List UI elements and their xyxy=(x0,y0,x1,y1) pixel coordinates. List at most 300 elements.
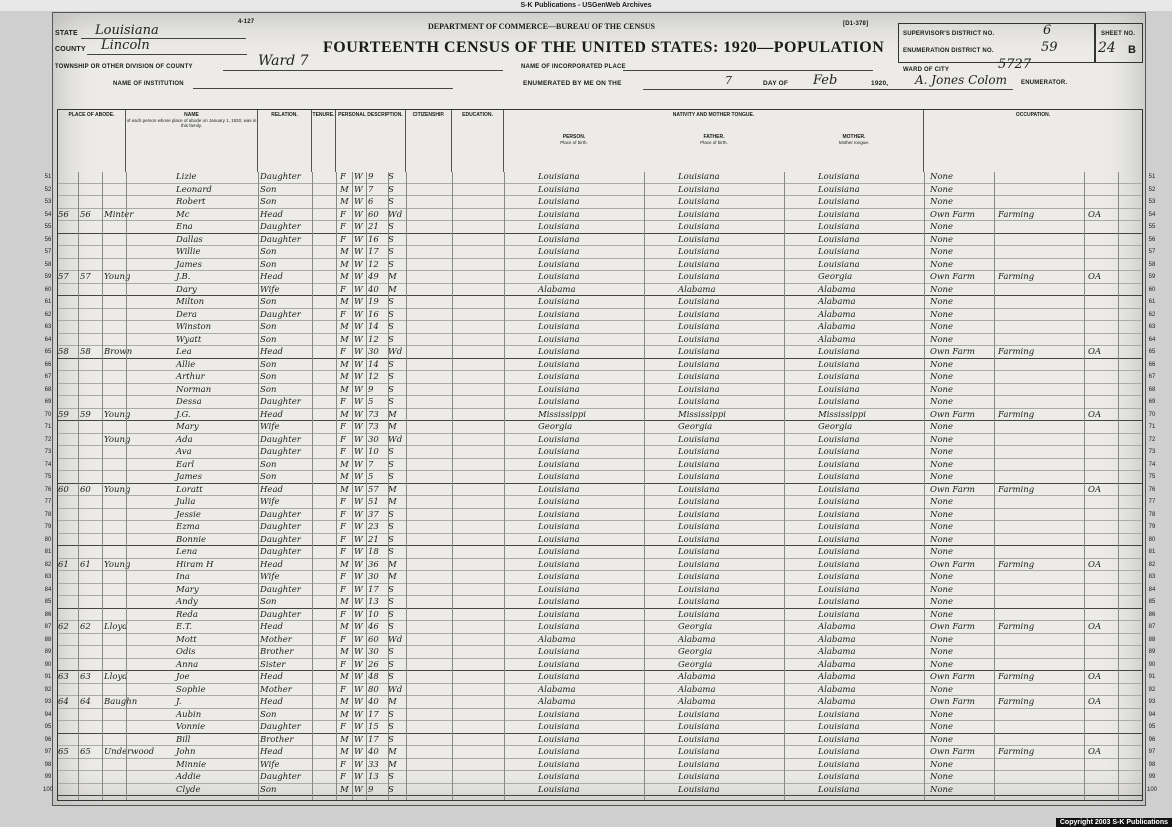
line-number: 96 xyxy=(1148,736,1156,743)
line-number: 51 xyxy=(1148,174,1156,180)
cell-age: 7 xyxy=(368,459,374,470)
table-row xyxy=(44,709,1156,722)
line-number: 71 xyxy=(1148,424,1156,430)
cell-occ: None xyxy=(930,772,954,782)
cell-age: 16 xyxy=(368,309,379,320)
cell-occ: None xyxy=(930,434,954,445)
table-row xyxy=(44,609,1156,622)
cell-age: 17 xyxy=(368,734,379,745)
cell-sex: M xyxy=(340,372,349,382)
cell-age: 33 xyxy=(368,759,379,770)
line-number: 76 xyxy=(1148,486,1156,493)
cell-dw xyxy=(58,710,78,721)
cell-race: W xyxy=(354,559,363,570)
cell-pob: Louisiana xyxy=(538,322,580,332)
cell-rel: Daughter xyxy=(260,172,301,182)
cell-fam: 59 xyxy=(80,409,91,420)
cell-given: Mary xyxy=(176,422,199,432)
cell-sur xyxy=(104,397,154,408)
line-number: 69 xyxy=(1148,399,1156,405)
cell-age: 80 xyxy=(368,684,379,695)
line-number: 91 xyxy=(1148,674,1156,680)
cell-cls: OA xyxy=(1088,622,1102,632)
cell-mpob: Louisiana xyxy=(818,547,860,557)
line-number: 60 xyxy=(44,286,52,293)
cell-pob: Louisiana xyxy=(538,584,580,595)
line-number: 52 xyxy=(44,186,52,193)
cell-dw xyxy=(58,322,78,333)
cell-fpob: Louisiana xyxy=(678,347,720,357)
district-box xyxy=(898,23,1095,63)
cell-ind xyxy=(998,197,1068,208)
cell-pob: Louisiana xyxy=(538,722,580,732)
cell-fpob: Louisiana xyxy=(678,572,720,582)
column-rule xyxy=(336,172,337,800)
cell-occ: None xyxy=(930,222,954,232)
cell-occ: None xyxy=(930,247,954,257)
line-number: 81 xyxy=(44,549,52,555)
cell-fpob: Louisiana xyxy=(678,497,720,507)
cell-fpob: Louisiana xyxy=(678,747,720,757)
cell-fpob: Louisiana xyxy=(678,484,720,495)
cell-mpob: Louisiana xyxy=(818,459,860,470)
cell-sur xyxy=(104,522,154,533)
cell-ms: S xyxy=(388,447,394,457)
cell-fpob: Georgia xyxy=(678,622,713,632)
cell-cls xyxy=(1088,335,1112,346)
cell-ms: S xyxy=(388,622,394,632)
cell-cls xyxy=(1088,772,1112,783)
cell-given: Wyatt xyxy=(176,334,202,345)
table-row xyxy=(44,559,1156,572)
cell-pob: Louisiana xyxy=(538,434,580,445)
cell-pob: Louisiana xyxy=(538,334,580,345)
cell-cls: OA xyxy=(1088,672,1102,682)
cell-rel: Son xyxy=(260,384,277,395)
column-rule xyxy=(388,172,389,800)
cell-ind: Farming xyxy=(998,672,1035,682)
line-number: 86 xyxy=(44,611,52,618)
cell-rel: Daughter xyxy=(260,722,301,732)
cell-fpob: Alabama xyxy=(678,634,716,645)
cell-age: 9 xyxy=(368,784,374,795)
table-row xyxy=(44,659,1156,672)
cell-pob: Louisiana xyxy=(538,709,580,720)
cell-ind xyxy=(998,535,1068,546)
cell-race: W xyxy=(354,322,363,332)
cell-cls xyxy=(1088,522,1112,533)
cell-rel: Son xyxy=(260,259,277,270)
cell-sex: M xyxy=(340,484,349,495)
cell-ms: S xyxy=(388,172,394,182)
line-number: 56 xyxy=(44,236,52,243)
cell-mpob: Louisiana xyxy=(818,734,860,745)
cell-cls xyxy=(1088,260,1112,271)
cell-sur xyxy=(104,647,154,658)
cell-fpob: Louisiana xyxy=(678,322,720,332)
cell-dw xyxy=(58,372,78,383)
line-number: 84 xyxy=(44,586,52,593)
cell-fpob: Louisiana xyxy=(678,547,720,557)
cell-dw xyxy=(58,285,78,296)
cell-race: W xyxy=(354,359,363,370)
cell-occ: None xyxy=(930,422,954,432)
cell-sex: F xyxy=(340,609,346,620)
table-row xyxy=(44,409,1156,422)
incorporated-place-label: NAME OF INCORPORATED PLACE xyxy=(521,64,626,70)
cell-cls xyxy=(1088,172,1112,183)
line-number: 83 xyxy=(44,574,52,580)
cell-given: Allie xyxy=(176,359,196,370)
cell-sex: M xyxy=(340,334,349,345)
cell-cls: OA xyxy=(1088,747,1102,757)
table-row xyxy=(44,434,1156,447)
cell-occ: None xyxy=(930,447,954,457)
cell-occ: None xyxy=(930,472,954,482)
cell-mpob: Louisiana xyxy=(818,172,860,182)
cell-sur xyxy=(104,510,154,521)
cell-sex: M xyxy=(340,184,349,195)
cell-cls xyxy=(1088,647,1112,658)
cell-fam xyxy=(80,172,100,183)
cell-pob: Louisiana xyxy=(538,259,580,270)
cell-mpob: Alabama xyxy=(818,334,856,345)
cell-sex: M xyxy=(340,734,349,745)
cell-sur: Baughn xyxy=(104,697,138,707)
cell-ind xyxy=(998,735,1068,746)
cell-race: W xyxy=(354,397,363,407)
cell-dw xyxy=(58,460,78,471)
cell-given: J.B. xyxy=(176,272,191,282)
col-education: EDUCATION. xyxy=(452,110,504,172)
cell-sex: F xyxy=(340,534,346,545)
line-number: 97 xyxy=(1148,749,1156,755)
enumerated-label: ENUMERATED BY ME ON THE xyxy=(523,80,622,87)
cell-pob: Louisiana xyxy=(538,472,580,482)
cell-age: 9 xyxy=(368,172,374,182)
cell-ind xyxy=(998,610,1068,621)
cell-fam xyxy=(80,760,100,771)
table-row xyxy=(44,484,1156,497)
cell-given: Willie xyxy=(176,247,201,257)
cell-age: 17 xyxy=(368,247,379,257)
cell-age: 13 xyxy=(368,597,379,607)
cell-age: 12 xyxy=(368,334,379,345)
cell-fam xyxy=(80,285,100,296)
page-title: FOURTEENTH CENSUS OF THE UNITED STATES: 1920—POPULATION xyxy=(323,39,885,56)
table-row xyxy=(44,522,1156,534)
sheet-label: SHEET NO. xyxy=(1101,31,1136,37)
cell-age: 73 xyxy=(368,422,379,432)
cell-dw xyxy=(58,310,78,321)
line-number: 99 xyxy=(1148,774,1156,780)
cell-occ: None xyxy=(930,384,954,395)
cell-age: 6 xyxy=(368,197,374,207)
line-number: 55 xyxy=(44,224,52,230)
line-number: 68 xyxy=(44,386,52,393)
cell-occ: Own Farm xyxy=(930,209,975,220)
cell-ind xyxy=(998,385,1068,396)
cell-occ: None xyxy=(930,334,954,345)
line-number: 58 xyxy=(44,261,52,268)
cell-rel: Son xyxy=(260,709,277,720)
cell-dw xyxy=(58,385,78,396)
cell-mpob: Louisiana xyxy=(818,609,860,620)
cell-mpob: Louisiana xyxy=(818,597,860,607)
cell-occ: None xyxy=(930,597,954,607)
line-number: 54 xyxy=(1148,211,1156,218)
cell-fam: 58 xyxy=(80,347,91,357)
cell-cls: OA xyxy=(1088,347,1102,357)
cell-rel: Brother xyxy=(260,647,294,657)
column-rule xyxy=(994,172,995,800)
line-number: 87 xyxy=(44,624,52,630)
cell-given: Dallas xyxy=(176,234,203,245)
day-of-label: DAY OF xyxy=(763,80,789,87)
cell-dw xyxy=(58,585,78,596)
cell-fam xyxy=(80,460,100,471)
line-number: 74 xyxy=(44,461,52,468)
cell-rel: Son xyxy=(260,297,277,307)
cell-occ: None xyxy=(930,372,954,382)
cell-fpob: Louisiana xyxy=(678,234,720,245)
cell-mpob: Louisiana xyxy=(818,347,860,357)
cell-rel: Daughter xyxy=(260,772,301,782)
column-rule xyxy=(452,172,453,800)
cell-mpob: Louisiana xyxy=(818,747,860,757)
cell-fam xyxy=(80,335,100,346)
cell-ms: S xyxy=(388,584,394,595)
cell-fam xyxy=(80,385,100,396)
cell-age: 15 xyxy=(368,722,379,732)
cell-age: 36 xyxy=(368,559,379,570)
cell-rel: Daughter xyxy=(260,434,301,445)
cell-mpob: Louisiana xyxy=(818,259,860,270)
cell-mpob: Mississippi xyxy=(818,409,866,420)
cell-sex: F xyxy=(340,447,346,457)
cell-sur xyxy=(104,285,154,296)
cell-ind xyxy=(998,360,1068,371)
enumerator-label: ENUMERATOR. xyxy=(1021,80,1068,86)
cell-given: Bonnie xyxy=(176,534,207,545)
cell-cls xyxy=(1088,447,1112,458)
cell-cls xyxy=(1088,547,1112,558)
cell-ind xyxy=(998,647,1068,658)
cell-ind xyxy=(998,522,1068,533)
cell-sex: F xyxy=(340,547,346,557)
line-number: 96 xyxy=(44,736,52,743)
table-row xyxy=(44,459,1156,472)
cell-dw xyxy=(58,447,78,458)
state-label: STATE xyxy=(55,30,78,37)
cell-sur xyxy=(104,235,154,246)
cell-cls xyxy=(1088,597,1112,608)
cell-sex: M xyxy=(340,322,349,332)
cell-ms: S xyxy=(388,709,394,720)
cell-rel: Head xyxy=(260,672,283,682)
cell-occ: Own Farm xyxy=(930,272,975,282)
cell-ind xyxy=(998,635,1068,646)
table-row xyxy=(44,622,1156,634)
cell-race: W xyxy=(354,247,363,257)
cell-mpob: Alabama xyxy=(818,684,856,695)
cell-mpob: Louisiana xyxy=(818,234,860,245)
cell-fam xyxy=(80,572,100,583)
cell-pob: Louisiana xyxy=(538,347,580,357)
cell-cls xyxy=(1088,185,1112,196)
cell-ms: M xyxy=(388,272,397,282)
cell-fam xyxy=(80,535,100,546)
table-row xyxy=(44,209,1156,222)
cell-occ: Own Farm xyxy=(930,347,975,357)
cell-given: Ada xyxy=(176,434,193,445)
column-rule xyxy=(102,172,103,800)
cell-age: 21 xyxy=(368,534,379,545)
line-number: 93 xyxy=(44,699,52,705)
cell-sex: M xyxy=(340,784,349,795)
cell-mpob: Louisiana xyxy=(818,509,860,520)
cell-occ: None xyxy=(930,734,954,745)
cell-sur xyxy=(104,760,154,771)
cell-pob: Louisiana xyxy=(538,659,580,670)
cell-sur xyxy=(104,497,154,508)
cell-race: W xyxy=(354,584,363,595)
cell-race: W xyxy=(354,297,363,307)
cell-mpob: Louisiana xyxy=(818,447,860,457)
cell-ind xyxy=(998,372,1068,383)
cell-race: W xyxy=(354,659,363,670)
cell-age: 40 xyxy=(368,747,379,757)
cell-mpob: Alabama xyxy=(818,322,856,332)
cell-occ: None xyxy=(930,459,954,470)
line-number: 90 xyxy=(1148,661,1156,668)
line-number: 68 xyxy=(1148,386,1156,393)
table-row xyxy=(44,422,1156,434)
line-number: 67 xyxy=(44,374,52,380)
table-row xyxy=(44,197,1156,209)
line-number: 64 xyxy=(1148,336,1156,343)
cell-fpob: Louisiana xyxy=(678,472,720,482)
cell-mpob: Louisiana xyxy=(818,484,860,495)
table-row xyxy=(44,397,1156,409)
col-occupation: OCCUPATION. xyxy=(1015,112,1051,118)
line-number: 100 xyxy=(42,786,53,793)
cell-pob: Alabama xyxy=(538,684,576,695)
cell-given: Joe xyxy=(176,672,190,682)
cell-occ: None xyxy=(930,297,954,307)
cell-age: 26 xyxy=(368,659,379,670)
cell-cls xyxy=(1088,310,1112,321)
cell-cls xyxy=(1088,585,1112,596)
cell-cls: OA xyxy=(1088,272,1102,282)
cell-ind xyxy=(998,547,1068,558)
cell-occ: None xyxy=(930,172,954,182)
cell-pob: Alabama xyxy=(538,697,576,707)
cell-sex: F xyxy=(340,722,346,732)
state-value: Louisiana xyxy=(95,23,159,38)
cell-ms: S xyxy=(388,772,394,782)
cell-fpob: Louisiana xyxy=(678,722,720,732)
cell-occ: Own Farm xyxy=(930,622,975,632)
cell-dw: 60 xyxy=(58,484,69,495)
cell-ind xyxy=(998,185,1068,196)
cell-rel: Daughter xyxy=(260,309,301,320)
cell-age: 60 xyxy=(368,209,379,220)
cell-fam xyxy=(80,197,100,208)
line-number: 95 xyxy=(1148,724,1156,730)
cell-rel: Daughter xyxy=(260,609,301,620)
cell-fpob: Louisiana xyxy=(678,397,720,407)
cell-sur xyxy=(104,685,154,696)
cell-given: Mc xyxy=(176,209,190,220)
cell-ms: M xyxy=(388,697,397,707)
cell-race: W xyxy=(354,459,363,470)
cell-sur xyxy=(104,185,154,196)
table-row xyxy=(44,322,1156,334)
cell-age: 10 xyxy=(368,447,379,457)
cell-rel: Brother xyxy=(260,734,294,745)
cell-race: W xyxy=(354,647,363,657)
cell-dw xyxy=(58,510,78,521)
table-row xyxy=(44,184,1156,197)
cell-fam xyxy=(80,447,100,458)
cell-sur xyxy=(104,310,154,321)
cell-given: Lizie xyxy=(176,172,197,182)
cell-ms: M xyxy=(388,759,397,770)
cell-sur xyxy=(104,472,154,483)
line-number: 65 xyxy=(44,349,52,355)
table-row xyxy=(44,684,1156,697)
table-row xyxy=(44,759,1156,772)
cell-cls xyxy=(1088,722,1112,733)
cell-dw xyxy=(58,172,78,183)
cell-pob: Louisiana xyxy=(538,447,580,457)
cell-given: Hiram H xyxy=(176,559,214,570)
cell-race: W xyxy=(354,684,363,695)
cell-occ: None xyxy=(930,309,954,320)
cell-dw xyxy=(58,785,78,796)
cell-race: W xyxy=(354,484,363,495)
cell-sex: F xyxy=(340,434,346,445)
cell-fpob: Louisiana xyxy=(678,384,720,395)
cell-rel: Daughter xyxy=(260,584,301,595)
cell-dw xyxy=(58,397,78,408)
cell-ind: Farming xyxy=(998,347,1035,357)
cell-sex: F xyxy=(340,422,346,432)
cell-ind xyxy=(998,472,1068,483)
line-number: 86 xyxy=(1148,611,1156,618)
cell-occ: None xyxy=(930,522,954,532)
table-row xyxy=(44,672,1156,684)
line-number: 63 xyxy=(44,324,52,330)
cell-cls xyxy=(1088,435,1112,446)
cell-race: W xyxy=(354,497,363,507)
cell-rel: Head xyxy=(260,484,283,495)
line-number: 59 xyxy=(44,274,52,280)
cell-sex: F xyxy=(340,222,346,232)
cell-sur xyxy=(104,422,154,433)
cell-dw xyxy=(58,772,78,783)
cell-dw xyxy=(58,222,78,233)
cell-ms: S xyxy=(388,297,394,307)
cell-mpob: Alabama xyxy=(818,622,856,632)
cell-sur: Young xyxy=(104,272,131,282)
cell-fpob: Georgia xyxy=(678,659,713,670)
cell-cls xyxy=(1088,535,1112,546)
column-rule xyxy=(352,172,353,800)
line-number: 100 xyxy=(1146,786,1157,793)
cell-fam xyxy=(80,722,100,733)
